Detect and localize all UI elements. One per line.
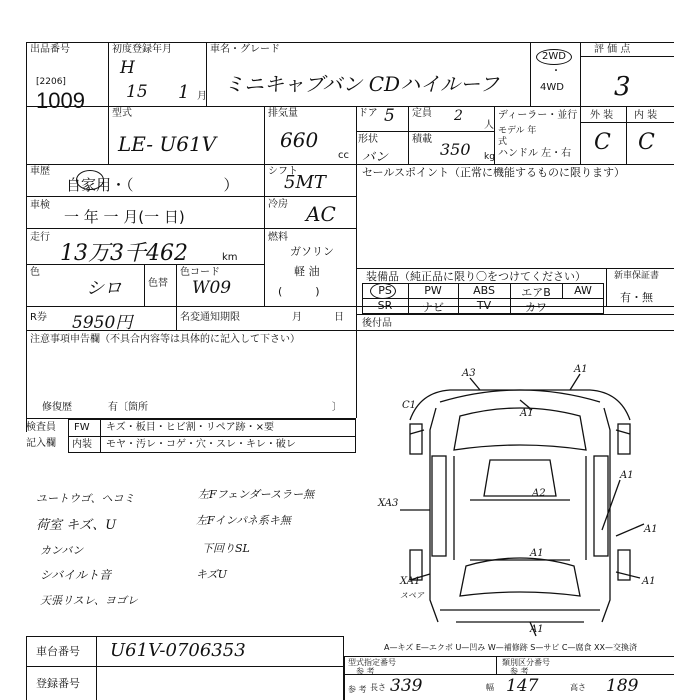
diagram-mark-2: A1 <box>574 364 588 375</box>
diagram-mark-6: XA3 <box>378 498 399 509</box>
mileage-label-2: 走行 <box>30 232 50 243</box>
equipment-label: 装備品（純正品に限り〇をつけてください） <box>366 270 586 283</box>
recycle-value: 5950円 <box>72 313 133 333</box>
era: H <box>120 58 135 78</box>
load-unit: kg <box>484 152 495 162</box>
divider <box>96 636 97 700</box>
diagram-mark-3: C1 <box>402 400 417 411</box>
equip-abs: ABS <box>473 284 495 297</box>
divider <box>606 268 607 306</box>
sales-point-label: セールスポイント（正常に機能するものに限ります） <box>362 166 626 179</box>
divider <box>580 106 674 107</box>
inspector-label-2: 記入欄 <box>26 438 56 449</box>
category-ref: 参 考 <box>510 667 529 676</box>
exterior-label: 外 装 <box>590 110 614 121</box>
height: 189 <box>606 676 639 696</box>
diagram-mark-11: A1 <box>642 576 656 587</box>
note-right-1: 左Fフェンダースラー無 <box>198 488 315 501</box>
color-swap-label: 色替 <box>148 278 168 289</box>
interior-label: 内 装 <box>634 110 658 121</box>
length-label: 長さ <box>370 683 386 692</box>
model-label: 型式 <box>112 108 132 119</box>
fuel-gas: ガソリン <box>290 245 334 258</box>
divider <box>176 264 177 306</box>
load: 350 <box>440 140 471 159</box>
model: LE- U61V <box>118 132 217 156</box>
repair-label: 修復歴 <box>42 402 72 413</box>
height-label: 高さ <box>570 683 586 692</box>
note-left-5: 天張リスレ、ヨゴレ <box>40 594 138 607</box>
repair-value: 有〔箇所 <box>108 402 148 413</box>
exterior-grade: C <box>594 130 611 155</box>
dealer-label: ディーラー・並行 <box>498 110 578 121</box>
divider <box>496 656 497 674</box>
fw-label: FW <box>74 422 90 433</box>
length: 339 <box>390 676 423 696</box>
note-left-3: カンバン <box>40 544 84 557</box>
model-cert-ref: 参 考 <box>356 667 375 676</box>
equip-ps: PS <box>378 284 392 297</box>
divider <box>108 42 109 164</box>
divider <box>408 106 409 164</box>
diagram-mark-7: A1 <box>620 470 634 481</box>
recycle-label: R券 <box>30 312 47 323</box>
aircon: AC <box>306 202 336 226</box>
new-car-value: 有・無 <box>620 291 653 304</box>
color-code: W09 <box>192 278 232 298</box>
name-change-day: 日 <box>334 312 344 323</box>
diagram-mark-5: A2 <box>532 488 546 499</box>
capacity-unit: 人 <box>484 120 494 131</box>
car-name: ミニキャブバン CDハイルーフ <box>224 72 500 96</box>
divider <box>626 106 627 164</box>
car-name-label: 車名・グレード <box>210 44 280 55</box>
color-code-label: 色コード <box>180 267 220 278</box>
load-label: 積載 <box>412 134 432 145</box>
divider <box>26 196 356 197</box>
fuel-label: 燃料 <box>268 232 288 243</box>
note-right-3: 下回りSL <box>202 542 250 555</box>
diagram-mark-10: XA1 <box>400 576 421 587</box>
divider <box>264 164 265 306</box>
mileage-label: 車検 <box>30 200 50 211</box>
interior-insp-items: モヤ・汚レ・コゲ・穴・スレ・キレ・破レ <box>106 439 296 450</box>
divider <box>26 106 674 107</box>
equip-pw: PW <box>424 284 442 297</box>
divider <box>344 674 674 675</box>
fw-items: キズ・板目・ヒビ割・リペア跡・×要 <box>106 422 274 433</box>
repair-close: 〕 <box>332 402 342 413</box>
divider <box>580 42 581 164</box>
width: 147 <box>506 676 539 696</box>
mileage-unit: km <box>222 252 238 263</box>
divider <box>356 131 494 132</box>
drive-4wd: 4WD <box>540 82 564 93</box>
capacity: 2 <box>454 108 463 124</box>
category-label: 類別区分番号 <box>502 658 550 667</box>
note-left-4: シバイルト音 <box>40 568 112 582</box>
body-type: バン <box>362 150 389 165</box>
divider <box>356 268 674 269</box>
mileage: 13万3千462 <box>60 241 188 266</box>
fuel-diesel: 軽 油 <box>294 265 320 278</box>
note-right-2: 左Fインパネ系キ無 <box>196 514 291 527</box>
equip-aw: AW <box>574 284 592 297</box>
month: 1 <box>178 82 190 103</box>
divider <box>356 330 674 331</box>
divider <box>26 164 674 165</box>
chassis-label: 車台番号 <box>36 645 80 658</box>
divider <box>580 122 674 123</box>
handle-label: ハンドル 左・右 <box>498 148 572 159</box>
lot-number: 1009 <box>36 88 85 113</box>
color: シロ <box>86 278 122 299</box>
history-value: 自家用・（ ） <box>66 176 239 194</box>
aircon-label: 冷房 <box>268 199 288 210</box>
note-left-2: 荷室 キズ、U <box>36 518 117 533</box>
history-circle <box>76 170 104 190</box>
interior-grade: C <box>638 130 655 155</box>
divider <box>580 56 674 57</box>
model-cert-label: 型式指定番号 <box>348 658 396 667</box>
doors-label: ドア <box>358 108 378 119</box>
equip-airbag: エアB <box>521 286 551 299</box>
divider <box>26 666 344 667</box>
divider <box>356 306 357 418</box>
history-label: 車歴 <box>30 166 50 177</box>
name-change-month: 月 <box>292 312 302 323</box>
aftermarket-label: 後付品 <box>362 318 392 329</box>
note-left-1: ユートウゴ、ヘコミ <box>36 492 135 505</box>
divider <box>176 306 177 330</box>
drive-2wd: 2WD <box>536 49 572 65</box>
month-unit: 月 <box>197 91 207 102</box>
score: 3 <box>614 72 631 102</box>
shift: 5MT <box>284 172 326 193</box>
divider <box>26 228 356 229</box>
inspector-label-1: 検査員 <box>26 422 56 433</box>
divider <box>144 264 145 306</box>
year: 15 <box>126 82 148 102</box>
divider <box>356 314 674 315</box>
diagram-mark-1: A3 <box>462 368 476 379</box>
interior-insp-label: 内装 <box>72 439 92 450</box>
name-change-label: 名変通知期限 <box>180 312 240 323</box>
width-label: 幅 <box>486 683 494 692</box>
displacement: 660 <box>280 128 319 152</box>
first-reg-label: 初度登録年月 <box>112 44 172 55</box>
divider <box>68 436 356 437</box>
drive-dot: ・ <box>551 66 561 77</box>
score-label: 評 価 点 <box>594 44 631 55</box>
body-type-label: 形状 <box>358 134 378 145</box>
diagram-mark-13: スペア <box>400 591 424 600</box>
diagram-mark-8: A1 <box>644 524 658 535</box>
notes-header: 注意事項申告欄（不具合内容等は具体的に記入して下さい） <box>30 334 300 345</box>
divider <box>356 106 357 164</box>
reg-label: 登録番号 <box>36 677 80 690</box>
divider <box>356 164 357 306</box>
displacement-unit: cc <box>338 150 349 161</box>
displacement-label: 排気量 <box>268 108 298 119</box>
lot-code: [2206] <box>36 77 66 87</box>
equip-tv: TV <box>476 299 492 312</box>
equip-navi: ナビ <box>422 301 444 314</box>
divider <box>264 106 265 164</box>
capacity-label: 定員 <box>412 108 432 119</box>
shift-label: シフト <box>268 166 298 177</box>
equip-ps-circle <box>370 283 396 299</box>
diagram-mark-9: A1 <box>530 548 544 559</box>
shaken-value: 一 年 一 月(一 日) <box>64 208 185 226</box>
new-car-label: 新車保証書 <box>614 271 660 281</box>
color-label: 色 <box>30 267 40 278</box>
diagram-mark-12: A1 <box>530 624 544 635</box>
note-right-4: キズU <box>196 568 228 581</box>
doors: 5 <box>384 106 395 126</box>
diagram-mark-4: A1 <box>520 408 534 419</box>
car-diagram <box>370 360 670 640</box>
damage-legend: A—キズ E—エクボ U—凹み W—補修跡 S—サビ C—腐食 XX—交換済 <box>384 643 638 652</box>
model-year-label: モデル 年式 <box>498 126 537 147</box>
fuel-blank: ( ) <box>278 285 320 298</box>
divider <box>100 419 101 453</box>
lot-label: 出品番号 <box>30 44 70 55</box>
chassis: U61V-0706353 <box>110 640 246 661</box>
dims-ref: 参 考 <box>348 685 367 694</box>
divider <box>530 42 531 106</box>
equip-sr: SR <box>377 299 393 312</box>
equip-leather: カワ <box>525 301 547 314</box>
